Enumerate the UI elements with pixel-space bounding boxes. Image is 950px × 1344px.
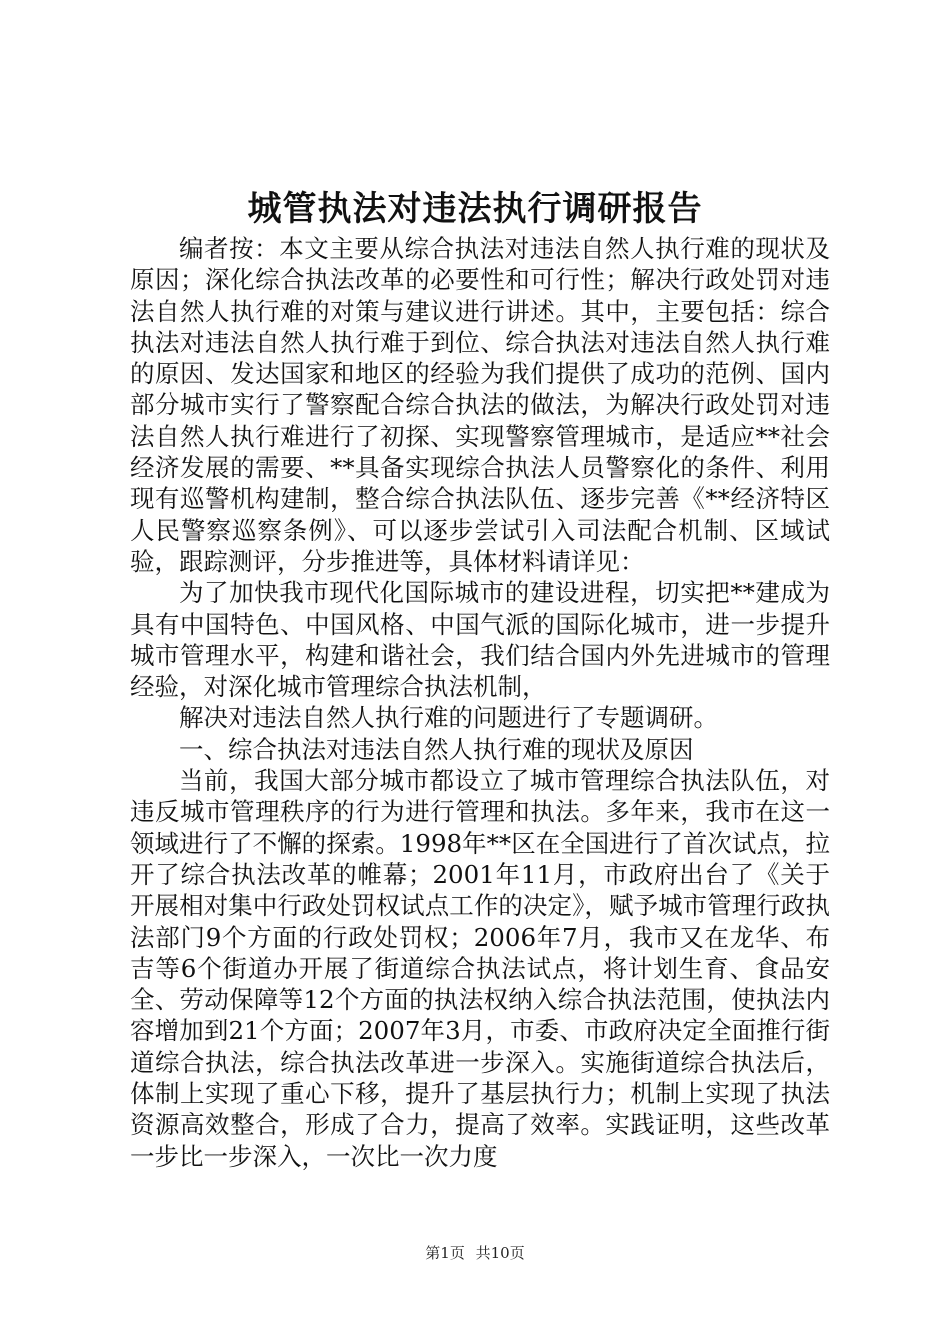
document-body (130, 233, 830, 1172)
page-footer (0, 1243, 950, 1263)
body-paragraph: 当前，我国大部分城市都设立了城市管理综合执法队伍，对违反城市管理秩序的行为进行管理和执法。多年来，我市在这一领域进行了不懈的探索。1998年**区在全国进行了首次试点，拉开了综合执法改革的帷幕；2001年11月，市政府出台了《关于开展相对集中行政处罚权试点工作的决定》，赋予城市管理行政执法部门9个方面的行政处罚权；2006年7月，我市又在龙华、布吉等6个街道办开展了街道综合执法试点，将计划生育、食品安全、劳动保障等12个方面的执法权纳入综合执法范围，使执法内容增加到21个方面；2007年3月，市委、市政府决定全面推行街道综合执法，综合执法改革进一步深入。实施街道综合执法后，体制上实现了重心下移，提升了基层执行力；机制上实现了执法资源高效整合，形成了合力，提高了效率。实践证明，这些改革一步比一步深入，一次比一次力度 (130, 766, 830, 1171)
page-total: 共10页 (475, 1244, 525, 1262)
document-title: 城管执法对违法执行调研报告 (247, 189, 703, 229)
section-heading: 一、综合执法对违法自然人执行难的现状及原因 (179, 734, 694, 764)
page-number: 第1页 (425, 1244, 465, 1262)
intro-paragraph: 为了加快我市现代化国际城市的建设进程，切实把**建成为具有中国特色、中国风格、中国气派的国际化城市，进一步提升城市管理水平，构建和谐社会，我们结合国内外先进城市的管理经验，对深化城市管理综合执法机制， (130, 578, 830, 702)
editor-note-paragraph: 编者按：本文主要从综合执法对违法自然人执行难的现状及原因；深化综合执法改革的必要性和可行性；解决行政处罚对违法自然人执行难的对策与建议进行讲述。其中，主要包括：综合执法对违法自然人执行难于到位、综合执法对违法自然人执行难的原因、发达国家和地区的经验为我们提供了成功的范例、国内部分城市实行了警察配合综合执法的做法，为解决行政处罚对违法自然人执行难进行了初探、实现警察管理城市，是适应**社会经济发展的需要、**具备实现综合执法人员警察化的条件、利用现有巡警机构建制，整合综合执法队伍、逐步完善《**经济特区人民警察巡察条例》、可以逐步尝试引入司法配合机制、区域试验，跟踪测评，分步推进等，具体材料请详见： (130, 234, 830, 576)
intro-continuation-paragraph: 解决对违法自然人执行难的问题进行了专题调研。 (179, 703, 718, 733)
